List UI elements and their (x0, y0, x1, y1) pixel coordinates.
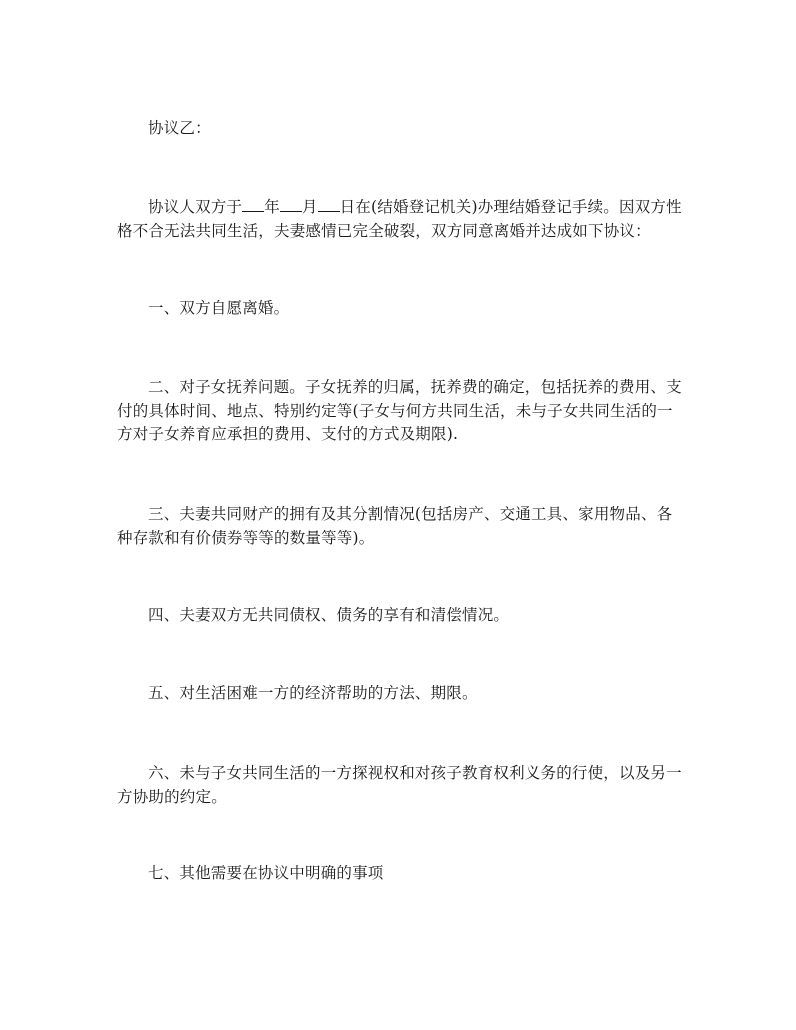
clause-4: 四、夫妻双方无共同债权、债务的享有和清偿情况。 (148, 606, 510, 624)
clause-2: 二、对子女抚养问题。子女抚养的归属，抚养费的确定，包括抚养的费用、支付的具体时间、地点、特别约定等(子女与何方共同生活，未与子女共同生活的一方对子女养育应承担的费用、支付的方式及期限). (117, 378, 682, 443)
month-label: 月 (301, 198, 318, 216)
intro-text-rest: 日在(结婚登记机关)办理结婚登记手续。因双方性格不合无法共同生活，夫妻感情已完全破裂，双方同意离婚并达成如下协议： (117, 198, 682, 240)
year-blank (242, 199, 264, 212)
agreement-heading: 协议乙： (148, 119, 211, 137)
intro-text-start: 协议人双方于 (148, 198, 243, 216)
year-label: 年 (264, 198, 280, 216)
intro-paragraph (117, 196, 687, 243)
clause-7: 七、其他需要在协议中明确的事项 (148, 864, 384, 882)
day-blank (318, 199, 340, 212)
clause-6: 六、未与子女共同生活的一方探视权和对孩子教育权利义务的行使，以及另一方协助的约定。 (117, 764, 682, 806)
clause-1: 一、双方自愿离婚。 (148, 299, 290, 317)
month-blank (280, 199, 302, 212)
clause-5: 五、对生活困难一方的经济帮助的方法、期限。 (148, 684, 478, 702)
clause-3: 三、夫妻共同财产的拥有及其分割情况(包括房产、交通工具、家用物品、各种存款和有价债券等等的数量等等)。 (117, 505, 673, 547)
